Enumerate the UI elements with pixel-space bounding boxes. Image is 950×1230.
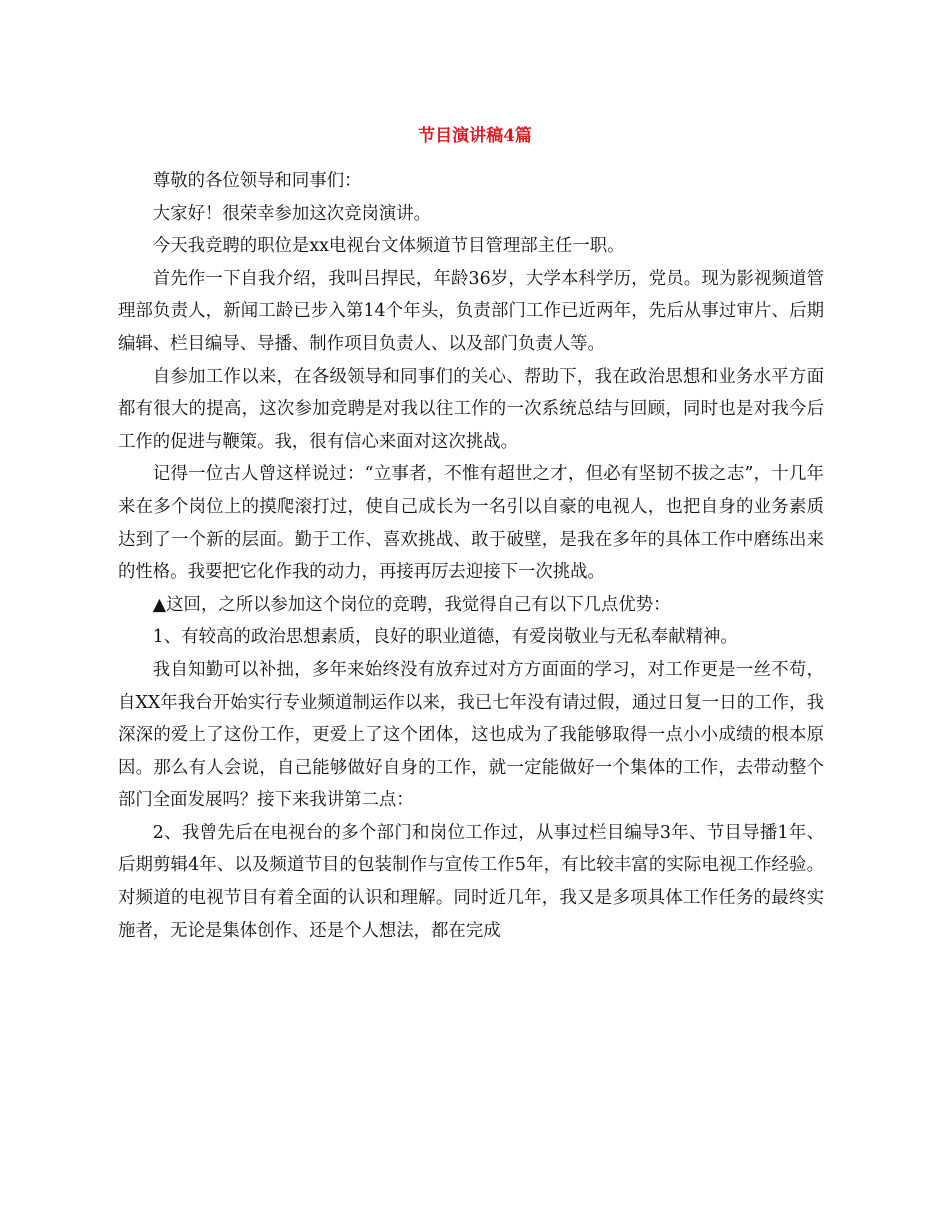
- paragraph-self-intro: 首先作一下自我介绍，我叫吕捍民，年龄36岁，大学本科学历，党员。现为影视频道管理部负责人，新闻工龄已步入第14个年头，负责部门工作已近两年，先后从事过审片、后期编辑、栏目编导、导播、制作项目负责人、以及部门负责人等。: [118, 268, 824, 354]
- paragraph-advantage-1: 1、有较高的政治思想素质，良好的职业道德，有爱岗敬业与无私奉献精神。: [152, 627, 738, 648]
- paragraph-position: 今天我竞聘的职位是xx电视台文体频道节目管理部主任一职。: [152, 236, 625, 257]
- paragraph-growth: 自参加工作以来，在各级领导和同事们的关心、帮助下，我在政治思想和业务水平方面都有很大的提高，这次参加竞聘是对我以往工作的一次系统总结与回顾，同时也是对我今后工作的促进与鞭策。我，很有信心来面对这次挑战。: [118, 366, 824, 452]
- paragraph-salutation: 尊敬的各位领导和同事们：: [152, 171, 362, 191]
- document-body: [118, 165, 824, 947]
- paragraph-diligence: 我自知勤可以补拙，多年来始终没有放弃过对方方面面的学习，对工作更是一丝不苟，自XX年我台开始实行专业频道制运作以来，我已七年没有请过假，通过日复一日的工作，我深深的爱上了这份工作，更爱上了这个团体，这也成为了我能够取得一点小小成绩的根本原因。那么有人会说，自己能够做好自身的工作，就一定能做好一个集体的工作，去带动整个部门全面发展吗？接下来我讲第二点：: [118, 659, 824, 811]
- paragraph-quote: 记得一位古人曾这样说过：“立事者，不惟有超世之才，但必有坚韧不拔之志”，十几年来在多个岗位上的摸爬滚打过，使自己成长为一名引以自豪的电视人，也把自身的业务素质达到了一个新的层面。勤于工作、喜欢挑战、敢于破壁，是我在多年的具体工作中磨练出来的性格。我要把它化作我的动力，再接再厉去迎接下一次挑战。: [118, 464, 824, 583]
- paragraph-greeting: 大家好！很荣幸参加这次竞岗演讲。: [152, 203, 432, 224]
- document-title: 节目演讲稿4篇: [418, 126, 532, 146]
- paragraph-advantages-intro: ▲这回，之所以参加这个岗位的竞聘，我觉得自己有以下几点优势：: [152, 594, 671, 615]
- paragraph-advantage-2: 2、我曾先后在电视台的多个部门和岗位工作过，从事过栏目编导3年、节目导播1年、后期剪辑4年、以及频道节目的包装制作与宣传工作5年，有比较丰富的实际电视工作经验。对频道的电视节目有着全面的认识和理解。同时近几年，我又是多项具体工作任务的最终实施者，无论是集体创作、还是个人想法，都在完成: [118, 822, 824, 941]
